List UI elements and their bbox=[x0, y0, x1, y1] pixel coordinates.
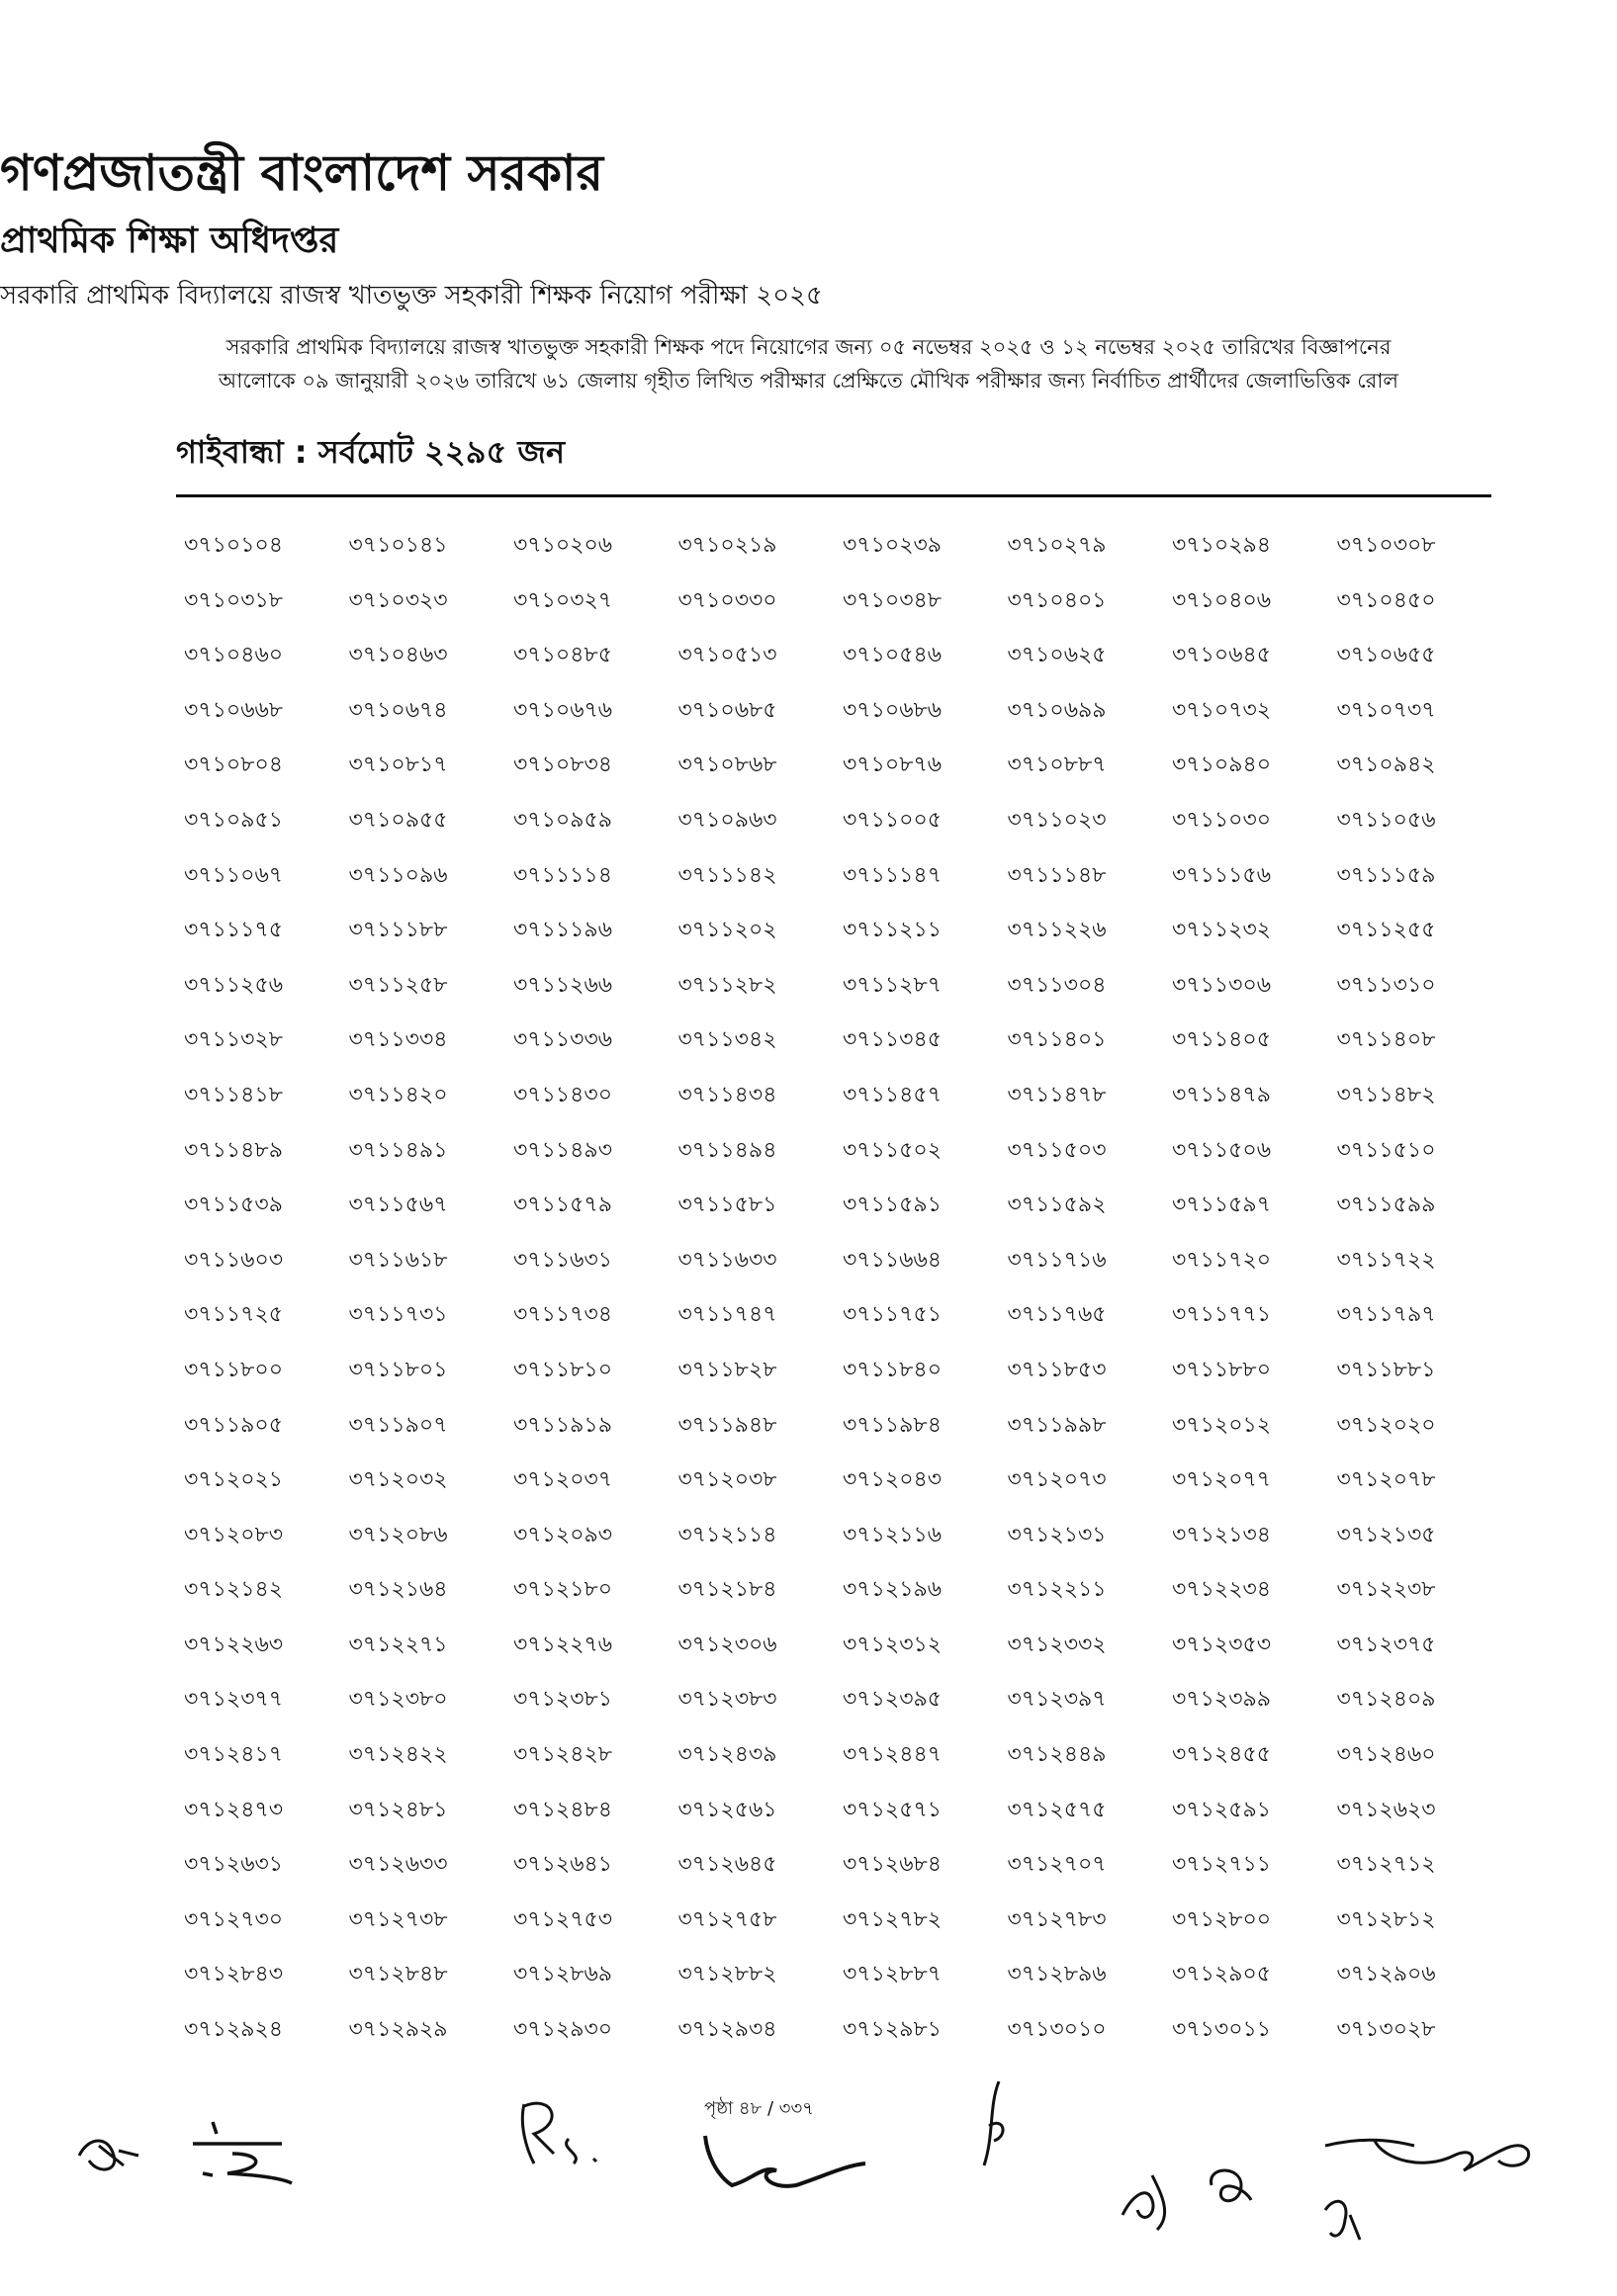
roll-number: ৩৭১১৪১৮ bbox=[184, 1082, 283, 1107]
notice-text bbox=[178, 330, 1439, 397]
roll-number: ৩৭১১৪২০ bbox=[348, 1082, 448, 1107]
roll-number: ৩৭১২৬২৩ bbox=[1336, 1797, 1436, 1822]
roll-number: ৩৭১১৭৭১ bbox=[1172, 1302, 1272, 1328]
roll-number: ৩৭১১৫০৩ bbox=[1007, 1137, 1107, 1163]
roll-number: ৩৭১১২৮২ bbox=[677, 972, 777, 998]
roll-number: ৩৭১২১৪২ bbox=[184, 1577, 284, 1603]
roll-number: ৩৭১০৯৬৩ bbox=[677, 807, 777, 833]
roll-number: ৩৭১১২০২ bbox=[677, 918, 777, 943]
roll-number: ৩৭১১৩১০ bbox=[1336, 972, 1436, 998]
roll-number: ৩৭১১৫৬৭ bbox=[348, 1192, 448, 1218]
roll-number: ৩৭১০৩০৮ bbox=[1336, 533, 1436, 558]
roll-number: ৩৭১১১৪২ bbox=[677, 862, 777, 888]
roll-number: ৩৭১২৮৮২ bbox=[677, 1962, 777, 1987]
roll-number: ৩৭১০৯৫৫ bbox=[348, 807, 448, 833]
roll-number: ৩৭১১৭২৫ bbox=[184, 1302, 284, 1328]
roll-number: ৩৭১০৯৫১ bbox=[184, 807, 284, 833]
roll-number: ৩৭১১৫৯৭ bbox=[1172, 1192, 1272, 1218]
roll-number: ৩৭১২৯২৯ bbox=[348, 2017, 448, 2043]
signature-4 bbox=[697, 2126, 875, 2199]
roll-number: ৩৭১১৪৫৭ bbox=[843, 1082, 943, 1107]
roll-number: ৩৭১১৪৭৯ bbox=[1172, 1082, 1272, 1107]
roll-number: ৩৭১০৯৪২ bbox=[1336, 752, 1436, 778]
roll-number: ৩৭১১১৪৭ bbox=[843, 862, 943, 888]
roll-number: ৩৭১২২৩৪ bbox=[1172, 1577, 1272, 1603]
roll-number: ৩৭১২৪৬০ bbox=[1336, 1742, 1436, 1768]
roll-number: ৩৭১২৩৮০ bbox=[348, 1687, 448, 1713]
roll-number: ৩৭১২০৩৮ bbox=[677, 1467, 777, 1493]
roll-number: ৩৭১২৮৪৮ bbox=[348, 1962, 448, 1987]
roll-number: ৩৭১০২০৬ bbox=[513, 533, 613, 558]
roll-number: ৩৭১১৪৯৩ bbox=[513, 1137, 613, 1163]
roll-number: ৩৭১১০৯৬ bbox=[348, 862, 448, 888]
roll-number: ৩৭১২৭১১ bbox=[1172, 1852, 1272, 1878]
roll-number: ৩৭১২৭১২ bbox=[1336, 1852, 1436, 1878]
roll-number: ৩৭১১১১৪ bbox=[513, 862, 612, 888]
district-heading: গাইবান্ধা : সর্বমোট ২২৯৫ জন bbox=[176, 433, 566, 471]
roll-number: ৩৭১২২৭১ bbox=[348, 1632, 448, 1657]
roll-number: ৩৭১০৪৮৫ bbox=[513, 643, 613, 668]
roll-number: ৩৭১২৩৯৯ bbox=[1172, 1687, 1272, 1713]
roll-number: ৩৭১১৪০৮ bbox=[1336, 1027, 1436, 1053]
roll-number: ৩৭১২০৭৭ bbox=[1172, 1467, 1272, 1493]
roll-number: ৩৭১০৬৪৫ bbox=[1172, 643, 1272, 668]
roll-number: ৩৭১০৯৫৯ bbox=[513, 807, 613, 833]
roll-number: ৩৭১২৬৮৪ bbox=[843, 1852, 943, 1878]
roll-number: ৩৭১০৮৩৪ bbox=[513, 752, 613, 778]
roll-number: ৩৭১০৩২৭ bbox=[513, 587, 613, 613]
roll-number: ৩৭১২৭৮৩ bbox=[1007, 1906, 1107, 1932]
roll-number: ৩৭১২৩৯৫ bbox=[843, 1687, 943, 1713]
signature-7 bbox=[1197, 2156, 1266, 2219]
roll-number: ৩৭১২০৩২ bbox=[348, 1467, 448, 1493]
roll-number: ৩৭১১৩৩৬ bbox=[513, 1027, 613, 1053]
roll-number: ৩৭১২০৩৭ bbox=[513, 1467, 613, 1493]
roll-number: ৩৭১২৬৪৫ bbox=[677, 1852, 777, 1878]
roll-number: ৩৭১২৯২৪ bbox=[184, 2017, 284, 2043]
roll-number: ৩৭১১২৩২ bbox=[1172, 918, 1272, 943]
signature-5 bbox=[969, 2076, 1029, 2179]
roll-number: ৩৭১২১৮০ bbox=[513, 1577, 613, 1603]
roll-number: ৩৭১০৬৫৫ bbox=[1336, 643, 1436, 668]
department-title: প্রাথমিক শিক্ষা অধিদপ্তর bbox=[0, 221, 339, 261]
roll-number: ৩৭১২৪২২ bbox=[348, 1742, 448, 1768]
page-number: পৃষ্ঠা ৪৮ / ৩৩৭ bbox=[704, 2098, 814, 2119]
roll-number: ৩৭১২২৬৩ bbox=[184, 1632, 284, 1657]
roll-number: ৩৭১১৪৮২ bbox=[1336, 1082, 1436, 1107]
roll-number: ৩৭১১৮০০ bbox=[184, 1357, 284, 1382]
signature-1 bbox=[69, 2126, 148, 2189]
roll-number: ৩৭১১৬৩৩ bbox=[677, 1247, 777, 1273]
roll-number: ৩৭১১১৫৯ bbox=[1336, 862, 1436, 888]
roll-number: ৩৭১১৩০৬ bbox=[1172, 972, 1272, 998]
roll-number: ৩৭১২৭৩৮ bbox=[348, 1906, 448, 1932]
roll-number: ৩৭১১৭৬৫ bbox=[1007, 1302, 1107, 1328]
roll-number: ৩৭১১০৬৭ bbox=[184, 862, 284, 888]
roll-number: ৩৭১১৫৭৯ bbox=[513, 1192, 613, 1218]
roll-number: ৩৭১০৩৪৮ bbox=[843, 587, 943, 613]
roll-number: ৩৭১২৩০৬ bbox=[677, 1632, 777, 1657]
roll-number: ৩৭১২১৯৬ bbox=[843, 1577, 943, 1603]
roll-number: ৩৭১০৫১৩ bbox=[677, 643, 777, 668]
roll-number: ৩৭১১৮২৮ bbox=[677, 1357, 777, 1382]
roll-number: ৩৭১১৩২৮ bbox=[184, 1027, 284, 1053]
roll-number: ৩৭১০২১৯ bbox=[677, 533, 777, 558]
roll-number: ৩৭১২৪৭৩ bbox=[184, 1797, 284, 1822]
roll-number: ৩৭১১৩০৪ bbox=[1007, 972, 1107, 998]
roll-number: ৩৭১১৮১০ bbox=[513, 1357, 613, 1382]
roll-number: ৩৭১২৯০৫ bbox=[1172, 1962, 1272, 1987]
roll-number: ৩৭১১৭১৬ bbox=[1007, 1247, 1107, 1273]
roll-number: ৩৭১২৪৩৯ bbox=[677, 1742, 777, 1768]
roll-number: ৩৭১২৪১৭ bbox=[184, 1742, 284, 1768]
roll-number: ৩৭১১৫৯৯ bbox=[1336, 1192, 1436, 1218]
roll-number: ৩৭১২৭০৭ bbox=[1007, 1852, 1107, 1878]
roll-number: ৩৭১০৫৪৬ bbox=[843, 643, 943, 668]
roll-number: ৩৭১০২৯৪ bbox=[1172, 533, 1272, 558]
roll-number: ৩৭১১৪৯১ bbox=[348, 1137, 448, 1163]
roll-number: ৩৭১২৬৩৩ bbox=[348, 1852, 448, 1878]
roll-number: ৩৭১২৭৫৮ bbox=[677, 1906, 777, 1932]
roll-number: ৩৭১১১৯৬ bbox=[513, 918, 613, 943]
exam-title: সরকারি প্রাথমিক বিদ্যালয়ে রাজস্ব খাতভুক্ত সহকারী শিক্ষক নিয়োগ পরীক্ষা ২০২৫ bbox=[0, 281, 823, 310]
roll-number: ৩৭১২২১১ bbox=[1007, 1577, 1107, 1603]
roll-number: ৩৭১১৪৮৯ bbox=[184, 1137, 283, 1163]
signature-3 bbox=[514, 2094, 613, 2177]
roll-number: ৩৭১২৮৬৯ bbox=[513, 1962, 613, 1987]
roll-number: ৩৭১২১১৪ bbox=[677, 1522, 777, 1547]
roll-number: ৩৭১১৮৪০ bbox=[843, 1357, 943, 1382]
roll-number: ৩৭১২০৮৬ bbox=[348, 1522, 448, 1547]
roll-number: ৩৭১৩০১১ bbox=[1172, 2017, 1272, 2043]
roll-number: ৩৭১০৮১৭ bbox=[348, 752, 448, 778]
roll-number: ৩৭১২৩৮৩ bbox=[677, 1687, 777, 1713]
roll-number: ৩৭১১৫১০ bbox=[1336, 1137, 1436, 1163]
roll-number: ৩৭১১৯৯৮ bbox=[1007, 1412, 1107, 1438]
roll-number: ৩৭১১৪০১ bbox=[1007, 1027, 1107, 1053]
roll-number: ৩৭১০১০৪ bbox=[184, 533, 284, 558]
roll-number: ৩৭১১৪৩০ bbox=[513, 1082, 613, 1107]
roll-number: ৩৭১০৯৪০ bbox=[1172, 752, 1272, 778]
roll-number: ৩৭১১২২৬ bbox=[1007, 918, 1107, 943]
roll-number: ৩৭১০৮৭৬ bbox=[843, 752, 943, 778]
roll-number: ৩৭১১৮৫৩ bbox=[1007, 1357, 1107, 1382]
signature-2 bbox=[173, 2114, 312, 2197]
signature-8 bbox=[1305, 2116, 1543, 2258]
roll-number: ৩৭১১৬০৩ bbox=[184, 1247, 284, 1273]
roll-number: ৩৭১২০৭৩ bbox=[1007, 1467, 1107, 1493]
roll-number: ৩৭১১৭৫১ bbox=[843, 1302, 943, 1328]
roll-number: ৩৭১২৯৩০ bbox=[513, 2017, 613, 2043]
roll-number: ৩৭১১০৩০ bbox=[1172, 807, 1272, 833]
roll-number: ৩৭১২৮০০ bbox=[1172, 1906, 1272, 1932]
roll-number: ৩৭১০৬৮৬ bbox=[843, 697, 943, 723]
roll-number: ৩৭১২৪৮৪ bbox=[513, 1797, 613, 1822]
roll-number: ৩৭১১৪৯৪ bbox=[677, 1137, 777, 1163]
roll-number: ৩৭১২০৪৩ bbox=[843, 1467, 943, 1493]
roll-number: ৩৭১০৪৫০ bbox=[1336, 587, 1436, 613]
roll-number: ৩৭১২৪৪৯ bbox=[1007, 1742, 1107, 1768]
roll-number: ৩৭১০৭৩২ bbox=[1172, 697, 1272, 723]
roll-number: ৩৭১২২৩৮ bbox=[1336, 1577, 1436, 1603]
roll-number: ৩৭১০৩২৩ bbox=[348, 587, 448, 613]
roll-number: ৩৭১০৮৬৮ bbox=[677, 752, 777, 778]
roll-number: ৩৭১১৭৩৪ bbox=[513, 1302, 613, 1328]
roll-number: ৩৭১২৩১২ bbox=[843, 1632, 943, 1657]
roll-number: ৩৭১২৮৪৩ bbox=[184, 1962, 284, 1987]
roll-number: ৩৭১১৭৩১ bbox=[348, 1302, 448, 1328]
roll-number: ৩৭১০৪০১ bbox=[1007, 587, 1107, 613]
roll-number: ৩৭১১৫০৬ bbox=[1172, 1137, 1272, 1163]
roll-number: ৩৭১১৭৯৭ bbox=[1336, 1302, 1436, 1328]
roll-number: ৩৭১০১৪১ bbox=[348, 533, 448, 558]
roll-number: ৩৭১১৯১৯ bbox=[513, 1412, 612, 1438]
roll-number: ৩৭১২৩৭৭ bbox=[184, 1687, 284, 1713]
roll-number: ৩৭১২৯৮১ bbox=[843, 2017, 943, 2043]
roll-number: ৩৭১১২১১ bbox=[843, 918, 943, 943]
roll-number: ৩৭১০৩৩০ bbox=[677, 587, 777, 613]
roll-number: ৩৭১১৮৮০ bbox=[1172, 1357, 1272, 1382]
roll-number: ৩৭১২৭৩০ bbox=[184, 1906, 284, 1932]
roll-number: ৩৭১১৯৪৮ bbox=[677, 1412, 777, 1438]
roll-number: ৩৭১১২৬৬ bbox=[513, 972, 613, 998]
roll-number: ৩৭১১১৮৮ bbox=[348, 918, 448, 943]
roll-number: ৩৭১১৯৮৪ bbox=[843, 1412, 942, 1438]
roll-number: ৩৭১০৬৯৯ bbox=[1007, 697, 1107, 723]
roll-number: ৩৭১২৫৭১ bbox=[843, 1797, 943, 1822]
roll-number: ৩৭১২৫৬১ bbox=[677, 1797, 777, 1822]
roll-number: ৩৭১১১৫৬ bbox=[1172, 862, 1272, 888]
roll-number: ৩৭১১৫৯২ bbox=[1007, 1192, 1107, 1218]
roll-number: ৩৭১৩০১০ bbox=[1007, 2017, 1107, 2043]
roll-number: ৩৭১৩০২৮ bbox=[1336, 2017, 1436, 2043]
roll-number: ৩৭১২৪৮১ bbox=[348, 1797, 448, 1822]
roll-number: ৩৭১২৪২৮ bbox=[513, 1742, 613, 1768]
roll-number: ৩৭১০৬৭৪ bbox=[348, 697, 448, 723]
roll-number: ৩৭১০৪০৬ bbox=[1172, 587, 1272, 613]
roll-number: ৩৭১২৪০৯ bbox=[1336, 1687, 1436, 1713]
roll-number: ৩৭১২০৯৩ bbox=[513, 1522, 613, 1547]
roll-number: ৩৭১১৮০১ bbox=[348, 1357, 448, 1382]
roll-number: ৩৭১১৬৩১ bbox=[513, 1247, 613, 1273]
roll-number: ৩৭১২১১৬ bbox=[843, 1522, 943, 1547]
roll-number: ৩৭১২৬৩১ bbox=[184, 1852, 284, 1878]
roll-number: ৩৭১২৮৯৬ bbox=[1007, 1962, 1107, 1987]
roll-number: ৩৭১১৪৩৪ bbox=[677, 1082, 777, 1107]
roll-number: ৩৭১২০১২ bbox=[1172, 1412, 1272, 1438]
roll-number: ৩৭১১২৫৫ bbox=[1336, 918, 1436, 943]
roll-number: ৩৭১২৪৪৭ bbox=[843, 1742, 943, 1768]
roll-number: ৩৭১০২৭৯ bbox=[1007, 533, 1107, 558]
roll-number: ৩৭১২১৩৫ bbox=[1336, 1522, 1436, 1547]
roll-number: ৩৭১১৯০৭ bbox=[348, 1412, 448, 1438]
roll-number: ৩৭১২৮১২ bbox=[1336, 1906, 1436, 1932]
roll-number: ৩৭১১৩৩৪ bbox=[348, 1027, 448, 1053]
roll-number: ৩৭১২০৭৮ bbox=[1336, 1467, 1436, 1493]
roll-number: ৩৭১১২৮৭ bbox=[843, 972, 943, 998]
government-title: গণপ্রজাতন্ত্রী বাংলাদেশ সরকার bbox=[0, 144, 603, 202]
roll-number: ৩৭১২৮৮৭ bbox=[843, 1962, 943, 1987]
roll-number: ৩৭১১৫০২ bbox=[843, 1137, 943, 1163]
roll-number: ৩৭১২৭৫৩ bbox=[513, 1906, 613, 1932]
notice-line-1: সরকারি প্রাথমিক বিদ্যালয়ে রাজস্ব খাতভুক্ত সহকারী শিক্ষক পদে নিয়োগের জন্য ০৫ নভেম্বর ২০২৫ ও ১২ নভেম্বর ২০২৫ তারিখের বিজ্ঞাপনের bbox=[225, 335, 1392, 359]
roll-number: ৩৭১০৭৩৭ bbox=[1336, 697, 1436, 723]
roll-number: ৩৭১২০৮৩ bbox=[184, 1522, 284, 1547]
roll-number: ৩৭১২৩৩২ bbox=[1007, 1632, 1107, 1657]
roll-number: ৩৭১০৪৬৩ bbox=[348, 643, 448, 668]
roll-number: ৩৭১১৫৩৯ bbox=[184, 1192, 284, 1218]
roll-number: ৩৭১১১৭৫ bbox=[184, 918, 284, 943]
notice-line-2: আলোকে ০৯ জানুয়ারী ২০২৬ তারিখে ৬১ জেলায় গৃহীত লিখিত পরীক্ষার প্রেক্ষিতে মৌখিক পরীক্ষার জন্য নির্বাচিত প্রার্থীদের জেলাভিত্তিক রোল bbox=[218, 369, 1399, 393]
roll-number: ৩৭১১২৫৮ bbox=[348, 972, 448, 998]
roll-number: ৩৭১০৮৮৭ bbox=[1007, 752, 1107, 778]
roll-number: ৩৭১২৫৭৫ bbox=[1007, 1797, 1107, 1822]
roll-number-grid bbox=[184, 532, 1489, 2072]
roll-number: ৩৭১২৪৫৫ bbox=[1172, 1742, 1272, 1768]
roll-number: ৩৭১২১৩১ bbox=[1007, 1522, 1107, 1547]
roll-number: ৩৭১০৬৬৮ bbox=[184, 697, 284, 723]
roll-number: ৩৭১১৪৭৮ bbox=[1007, 1082, 1107, 1107]
roll-number: ৩৭১১৩৪২ bbox=[677, 1027, 777, 1053]
roll-number: ৩৭১১৭২২ bbox=[1336, 1247, 1436, 1273]
roll-number: ৩৭১২৩৯৭ bbox=[1007, 1687, 1107, 1713]
roll-number: ৩৭১২৬৪১ bbox=[513, 1852, 613, 1878]
roll-number: ৩৭১১৫৮১ bbox=[677, 1192, 777, 1218]
roll-number: ৩৭১০৩১৮ bbox=[184, 587, 284, 613]
roll-number: ৩৭১২৭৮২ bbox=[843, 1906, 943, 1932]
roll-number: ৩৭১১৩৪৫ bbox=[843, 1027, 943, 1053]
roll-number: ৩৭১১০২৩ bbox=[1007, 807, 1107, 833]
divider bbox=[176, 494, 1491, 497]
roll-number: ৩৭১২৩৭৫ bbox=[1336, 1632, 1436, 1657]
roll-number: ৩৭১২২৭৬ bbox=[513, 1632, 613, 1657]
roll-number: ৩৭১১৯০৫ bbox=[184, 1412, 284, 1438]
roll-number: ৩৭১০৬৭৬ bbox=[513, 697, 613, 723]
roll-number: ৩৭১১৬১৮ bbox=[348, 1247, 448, 1273]
roll-number: ৩৭১২১৮৪ bbox=[677, 1577, 777, 1603]
roll-number: ৩৭১১০০৫ bbox=[843, 807, 943, 833]
roll-number: ৩৭১২১৩৪ bbox=[1172, 1522, 1272, 1547]
roll-number: ৩৭১১৭২০ bbox=[1172, 1247, 1272, 1273]
roll-number: ৩৭১০৬৮৫ bbox=[677, 697, 777, 723]
roll-number: ৩৭১২৩৮১ bbox=[513, 1687, 613, 1713]
roll-number: ৩৭১২৩৫৩ bbox=[1172, 1632, 1272, 1657]
roll-number: ৩৭১২১৬৪ bbox=[348, 1577, 448, 1603]
roll-number: ৩৭১১১৪৮ bbox=[1007, 862, 1107, 888]
roll-number: ৩৭১১৪০৫ bbox=[1172, 1027, 1272, 1053]
roll-number: ৩৭১২০২১ bbox=[184, 1467, 284, 1493]
roll-number: ৩৭১১২৫৬ bbox=[184, 972, 284, 998]
roll-number: ৩৭১১৫৯১ bbox=[843, 1192, 942, 1218]
roll-number: ৩৭১১০৫৬ bbox=[1336, 807, 1436, 833]
roll-number: ৩৭১২০২০ bbox=[1336, 1412, 1436, 1438]
roll-number: ৩৭১২৫৯১ bbox=[1172, 1797, 1272, 1822]
roll-number: ৩৭১১৭৪৭ bbox=[677, 1302, 777, 1328]
roll-number: ৩৭১১৬৬৪ bbox=[843, 1247, 943, 1273]
roll-number: ৩৭১২৯৩৪ bbox=[677, 2017, 777, 2043]
roll-number: ৩৭১০২৩৯ bbox=[843, 533, 943, 558]
roll-number: ৩৭১০৪৬০ bbox=[184, 643, 284, 668]
roll-number: ৩৭১১৮৮১ bbox=[1336, 1357, 1436, 1382]
roll-number: ৩৭১০৮০৪ bbox=[184, 752, 284, 778]
roll-number: ৩৭১২৯০৬ bbox=[1336, 1962, 1436, 1987]
roll-number: ৩৭১০৬২৫ bbox=[1007, 643, 1107, 668]
